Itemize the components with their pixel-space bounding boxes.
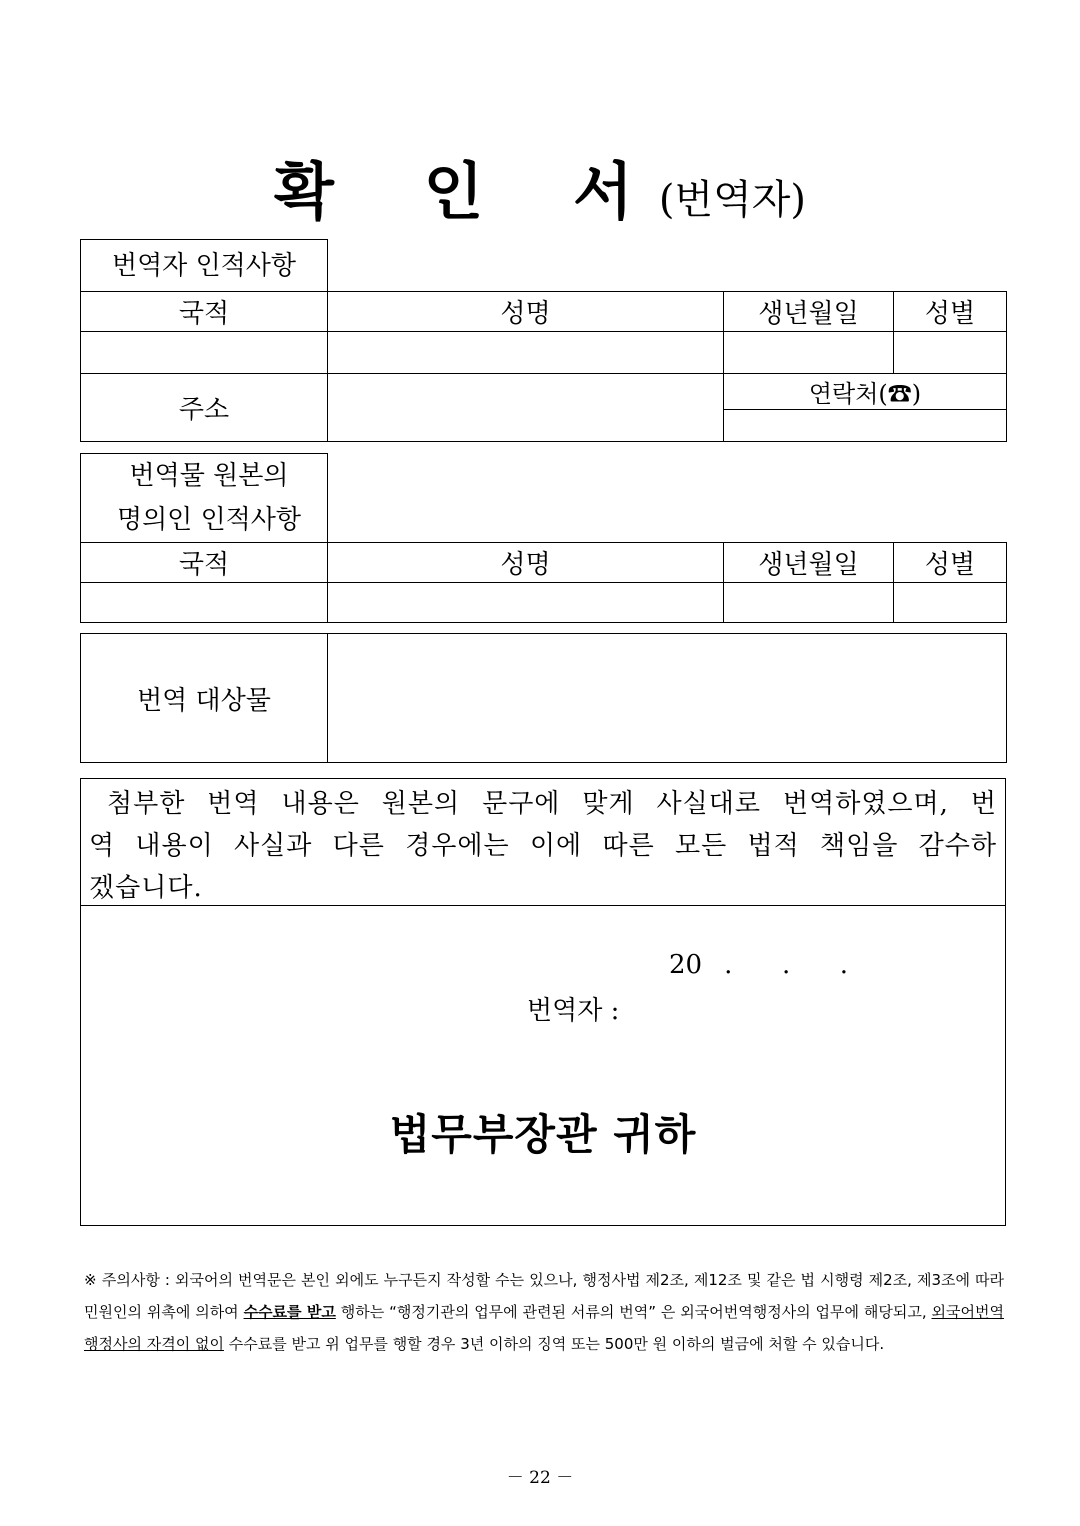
translator-gender-field[interactable] bbox=[894, 332, 1007, 374]
translator-contact-field[interactable] bbox=[724, 410, 1007, 442]
notice-text bbox=[84, 1264, 1004, 1360]
title-main: 확 인 서 bbox=[274, 155, 667, 228]
signature-section bbox=[81, 906, 1005, 1226]
notice-part3: 수수료를 받고 위 업무를 행할 경우 3년 이하의 징역 또는 500만 원 이하의 벌금에 처할 수 있습니다. bbox=[223, 1335, 885, 1353]
title-sub: (번역자) bbox=[658, 177, 806, 223]
declaration-text bbox=[81, 779, 1005, 909]
notice-part1: ※ 주의사항 : 외국어의 번역문은 본인 외에도 누구든지 작성할 수는 있으나, 행정사법 제2조, 제12조 및 같은 법 시행령 제2조, 제3조에 따라 민원인의 위촉에 의하여 bbox=[84, 1271, 1004, 1321]
owner-section-title-line1: 번역물 원본의 bbox=[129, 461, 289, 491]
notice-fee-phrase: 수수료를 받고 bbox=[243, 1303, 336, 1321]
owner-gender-header: 성별 bbox=[894, 543, 1007, 583]
translator-nationality-field[interactable] bbox=[81, 332, 328, 374]
declaration-section bbox=[81, 779, 1005, 906]
page-number: － 22 － bbox=[506, 1468, 574, 1488]
declaration-text-body: 첨부한 번역 내용은 원본의 문구에 맞게 사실대로 번역하였으며, 번역 내용이 사실과 다른 경우에는 이에 따른 모든 법적 책임을 감수하겠습니다. bbox=[89, 789, 997, 903]
translator-address-label: 주소 bbox=[81, 374, 328, 442]
translator-name-header: 성명 bbox=[328, 292, 724, 332]
signature-year-prefix: 20 bbox=[669, 950, 703, 980]
owner-table bbox=[80, 453, 1007, 623]
translator-table bbox=[80, 239, 1007, 442]
signature-translator-label: 번역자 : bbox=[527, 996, 620, 1026]
owner-section-title-line2: 명의인 인적사항 bbox=[116, 505, 302, 535]
owner-gender-field[interactable] bbox=[894, 583, 1007, 623]
signature-date-dots: . . . bbox=[724, 950, 849, 980]
translator-gender-header: 성별 bbox=[894, 292, 1007, 332]
translator-birthdate-header: 생년월일 bbox=[724, 292, 894, 332]
target-label: 번역 대상물 bbox=[81, 634, 328, 763]
translator-birthdate-field[interactable] bbox=[724, 332, 894, 374]
declaration-box bbox=[80, 778, 1006, 1226]
target-field[interactable] bbox=[328, 634, 1007, 763]
owner-nationality-header: 국적 bbox=[81, 543, 328, 583]
document-title bbox=[0, 142, 1080, 231]
translator-nationality-header: 국적 bbox=[81, 292, 328, 332]
owner-name-field[interactable] bbox=[328, 583, 724, 623]
translator-name-field[interactable] bbox=[328, 332, 724, 374]
owner-birthdate-field[interactable] bbox=[724, 583, 894, 623]
owner-nationality-field[interactable] bbox=[81, 583, 328, 623]
owner-birthdate-header: 생년월일 bbox=[724, 543, 894, 583]
owner-section-title bbox=[81, 454, 328, 543]
translator-address-field[interactable] bbox=[328, 374, 724, 442]
owner-name-header: 성명 bbox=[328, 543, 724, 583]
translator-section-title: 번역자 인적사항 bbox=[81, 240, 328, 292]
notice-part2: 행하는 “행정기관의 업무에 관련된 서류의 번역” 은 외국어번역행정사의 업무에 해당되고, bbox=[335, 1303, 932, 1321]
target-table bbox=[80, 633, 1007, 763]
notice-qualification-phrase: 외국어번역행정사의 자격이 없이 bbox=[84, 1303, 1004, 1353]
signature-recipient: 법무부장관 귀하 bbox=[389, 1110, 697, 1159]
signature-date[interactable] bbox=[669, 950, 848, 980]
translator-contact-label: 연락처(☎) bbox=[724, 374, 1007, 410]
